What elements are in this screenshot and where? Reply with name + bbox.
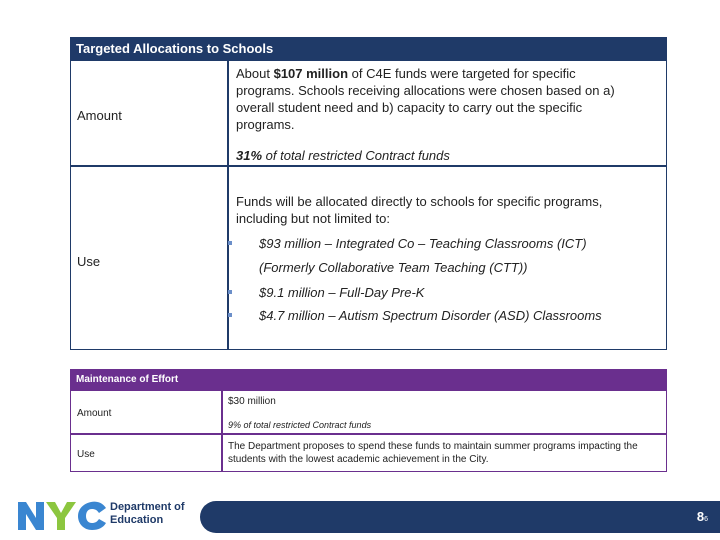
nyc-doe-logo	[16, 498, 196, 536]
section2-amount-label: Amount	[77, 408, 112, 419]
section2-amount-value: $30 million	[228, 396, 276, 407]
section1-amount-label-cell	[70, 60, 228, 166]
section1-title: Targeted Allocations to Schools	[76, 41, 274, 56]
list-item	[228, 308, 648, 324]
section2-use-label-cell	[70, 434, 222, 472]
amount-text-prefix: About	[236, 66, 274, 81]
section2-pct-text: 9% of total restricted Contract funds	[228, 420, 372, 430]
section1-use-label: Use	[77, 254, 101, 269]
section2-use-value-cell	[222, 434, 667, 472]
bullet-text: $93 million – Integrated Co – Teaching Classrooms (ICT)	[259, 236, 587, 251]
nyc-logo-icon	[16, 498, 108, 534]
section1-pct-text	[236, 147, 450, 164]
section2-title: Maintenance of Effort	[76, 374, 179, 385]
department-name	[110, 501, 185, 527]
section1-amount-value-cell	[228, 60, 667, 166]
bullet-text: $9.1 million – Full-Day Pre-K	[259, 285, 425, 300]
pct-suffix: of total restricted Contract funds	[262, 148, 450, 163]
dept-line2: Education	[110, 514, 164, 526]
bullet-icon	[228, 290, 232, 294]
section2-amount-label-cell	[70, 390, 222, 434]
section2-use-label: Use	[77, 449, 95, 460]
list-item	[228, 236, 648, 252]
page-number	[697, 509, 708, 524]
page-number-sup: 6	[704, 516, 708, 523]
list-item	[228, 285, 648, 301]
bullet-icon	[228, 313, 232, 317]
section1-use-intro: Funds will be allocated directly to schools for specific programs, including but not limited to:	[236, 194, 603, 226]
dept-line1: Department of	[110, 501, 185, 513]
bullet-text: $4.7 million – Autism Spectrum Disorder (ASD) Classrooms	[259, 308, 602, 323]
list-item	[228, 260, 648, 276]
section1-amount-text	[236, 65, 631, 133]
footer-bar	[200, 501, 720, 533]
section1-header	[70, 37, 667, 60]
page-number-main: 8	[696, 509, 705, 524]
section1-use-label-cell	[70, 166, 228, 350]
amount-text-suffix: of C4E funds were targeted for specific programs. Schools receiving allocations were chosen based on a) overall student need and b) capacity to carry out the specific programs.	[236, 66, 615, 132]
pct-bold: 31%	[236, 148, 263, 163]
section1-amount-label: Amount	[77, 108, 122, 123]
section2-header	[70, 369, 667, 390]
bullet-text: (Formerly Collaborative Team Teaching (CTT))	[259, 260, 528, 275]
amount-text-bold: $107 million	[273, 66, 349, 81]
section2-use-text: The Department proposes to spend these funds to maintain summer programs impacting the students with the lowest academic achievement in the City.	[228, 441, 638, 465]
bullet-icon	[228, 241, 232, 245]
section2-amount-value-cell	[222, 390, 667, 434]
